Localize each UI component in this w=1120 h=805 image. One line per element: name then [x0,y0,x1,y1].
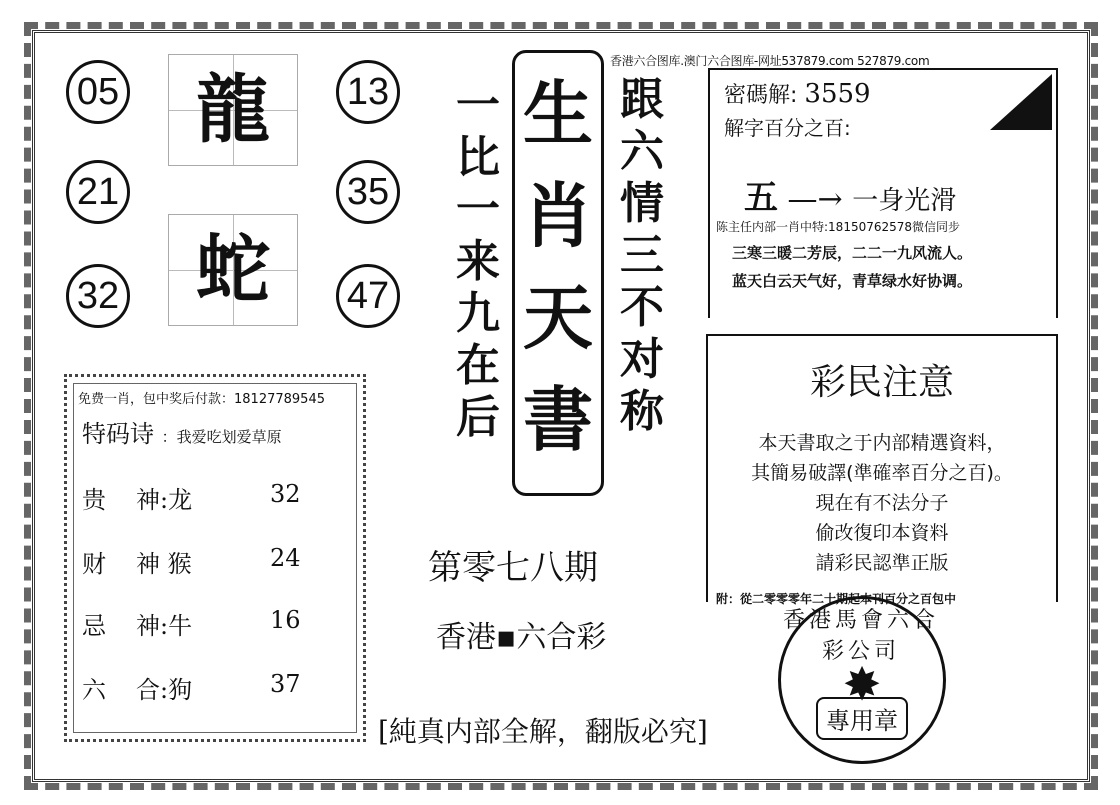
copyright-note: [純真内部全解，翻版必究] [378,715,708,748]
notice-line: 其簡易破譯(準確率百分之百)。 [751,462,1013,484]
triangle-icon [990,74,1052,130]
free-offer-line: 免费一肖，包中奖后付款：18127789545 [78,392,325,407]
decode-box [708,68,1058,318]
password-value: 3559 [804,79,871,109]
poem-subtitle: ：我爱吃划爱草原 [161,428,282,446]
title-char: 書 [523,378,593,461]
contact-line: 陈主任内部一肖中特:18150762578微信同步 [716,220,961,234]
notice-title: 彩民注意 [809,362,954,403]
number-circle: 35 [336,160,400,224]
notice-line: 請彩民認準正版 [815,552,949,574]
notice-line: 偷改復印本資料 [815,522,949,544]
number-circle: 13 [336,60,400,124]
zodiac-grid-bottom [168,214,298,326]
arrow: —→ [787,182,843,217]
number-circle: 32 [66,264,130,328]
notice-line: 現在有不法分子 [815,492,949,514]
main-title-box [512,50,604,496]
left-vertical-text: 一 比 一 来 九 在 后 [456,80,500,443]
password-label: 密碼解: [724,83,798,108]
poem-box: 免费一肖，包中奖后付款：18127789545 特码诗 ：我爱吃划爱草原 贵 神:龙 32 财 神 猴 24 忌 神:牛 16 六 合:狗 37 [64,374,366,742]
right-vertical-text: 跟 六 情 三 不 对 称 [620,74,664,437]
number-circle: 47 [336,264,400,328]
notice-footnote: 附：從二零零零年二十期起本刊百分之百包中 [716,592,957,606]
zodiac-snake: 蛇 [196,227,270,313]
zodiac-grid-top [168,54,298,166]
number-circle: 05 [66,60,130,124]
number-circle: 21 [66,160,130,224]
star-icon: ✸ [842,657,882,711]
decode-char: 五 [744,178,778,218]
verse-line-2: 蓝天白云天气好，青草绿水好协调。 [732,272,973,290]
decode-label: 解字百分之百: [724,116,851,140]
verse-line-1: 三寒三暖二芳辰，二二一九风流人。 [732,244,973,262]
title-char: 天 [523,276,593,359]
issue-number: 第零七八期 [428,548,598,588]
stamp-ring-text: 香港馬會六合彩公司 [782,608,939,664]
title-char: 肖 [523,174,593,257]
decode-phrase: 一身光滑 [852,186,957,216]
notice-box [706,334,1058,606]
official-stamp [778,596,946,764]
notice-line: 本天書取之于内部精選資料， [758,432,1006,454]
zodiac-dragon: 龍 [196,67,270,153]
poem-title: 特码诗 [82,420,154,448]
stamp-label: 專用章 [816,697,908,740]
website-url: 香港六合图库.澳门六合图库-网址537879.com 527879.com [610,54,930,68]
lottery-name: 香港▪六合彩 [436,620,607,655]
title-char: 生 [523,72,593,155]
